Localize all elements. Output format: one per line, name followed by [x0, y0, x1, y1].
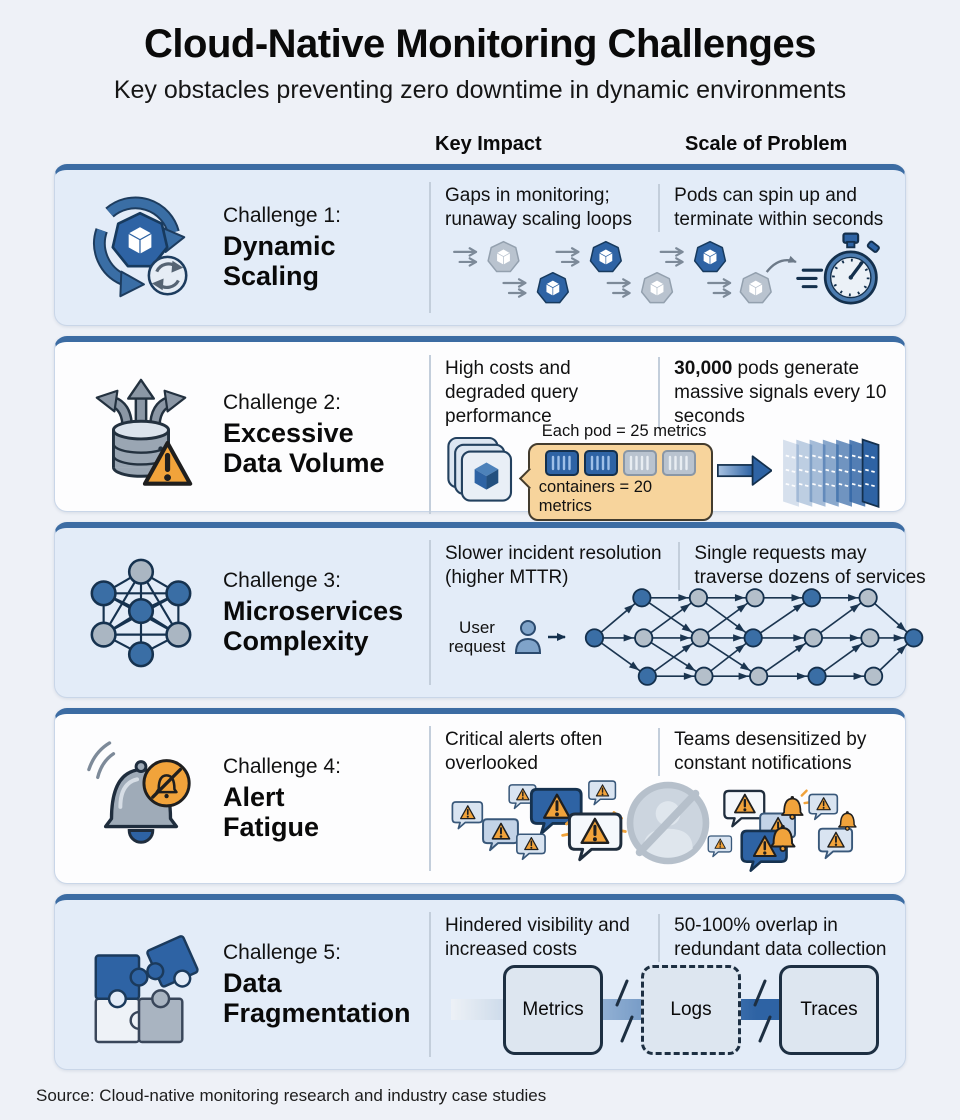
page-title: Cloud-Native Monitoring Challenges: [144, 22, 816, 66]
data-sheets-fan-icon: [776, 427, 891, 515]
challenge-label: Challenge 5:: [223, 940, 341, 964]
challenge-name: Microservices Complexity: [223, 595, 404, 656]
service-graph-icon: [575, 585, 935, 689]
challenge-title-block: [217, 569, 429, 656]
scale-text: 50-100% overlap in redundant data collection: [658, 914, 891, 962]
challenge-content: [429, 912, 891, 1056]
challenge-label: Challenge 1:: [223, 203, 341, 227]
container-icons: [545, 450, 696, 476]
challenge-name: Excessive Data Volume: [223, 417, 385, 478]
challenge-card-excessive-data-volume: [54, 336, 906, 515]
pipeline-box-traces: Traces: [779, 965, 879, 1055]
dynamic-scaling-illustration: [445, 232, 891, 314]
break-slash-icon: [749, 975, 775, 1047]
service-mesh-graph-icon: [65, 554, 217, 672]
pipeline-box-metrics: Metrics: [503, 965, 603, 1055]
alert-noise-illustration: [445, 776, 891, 871]
flow-arrow-icon: [717, 450, 773, 492]
impact-text: High costs and degraded query performance: [445, 357, 579, 427]
impact-text: Gaps in monitoring; runaway scaling loops: [445, 184, 632, 230]
challenge-content: [429, 540, 935, 684]
muted-bell-icon: [65, 740, 217, 858]
challenge-title-block: [217, 204, 429, 291]
challenge-content: [429, 182, 891, 314]
impact-text: Hindered visibility and increased costs: [445, 915, 630, 961]
challenge-card-dynamic-scaling: [54, 164, 906, 326]
challenge-label: Challenge 3:: [223, 568, 341, 592]
challenge-title-block: [217, 755, 429, 842]
challenge-name: Alert Fatigue: [223, 781, 320, 842]
data-volume-illustration: [445, 421, 891, 515]
challenge-title-block: [217, 941, 429, 1028]
metrics-callout: [528, 422, 713, 521]
challenge-title-block: [217, 391, 429, 478]
challenge-content: [429, 355, 891, 514]
challenge-name: Data Fragmentation: [223, 967, 411, 1028]
column-headers: [0, 133, 960, 159]
scale-text: 30,000 pods generate massive signals every 10 seconds: [658, 357, 891, 429]
source-note: Source: Cloud-native monitoring research and industry case studies: [36, 1086, 547, 1105]
callout-tail: [519, 468, 540, 489]
challenge-content: [429, 726, 891, 870]
challenge-label: Challenge 4:: [223, 754, 341, 778]
challenge-card-microservices-complexity: [54, 522, 926, 698]
impact-text: Critical alerts often overlooked: [445, 729, 603, 775]
scaling-loop-pod-icon: [65, 189, 217, 307]
callout-bottom-label: containers = 20 metrics: [538, 477, 653, 515]
pipeline-box-logs: Logs: [641, 965, 741, 1055]
request-trace-illustration: [445, 590, 935, 685]
user-request-label: User request: [448, 617, 506, 657]
scale-text: Pods can spin up and terminate within seconds: [658, 184, 891, 232]
request-arrow-icon: [547, 630, 571, 644]
challenge-name: Dynamic Scaling: [223, 230, 336, 291]
user-person-icon: [513, 619, 543, 655]
impact-text: Slower incident resolution (higher MTTR): [445, 543, 662, 589]
callout-box: [528, 443, 713, 521]
fragmentation-illustration: [445, 962, 891, 1057]
column-header-key-impact: Key Impact: [435, 133, 542, 155]
challenge-card-alert-fatigue: [54, 708, 906, 884]
scale-text: Teams desensitized by constant notifications: [658, 728, 891, 776]
scale-text: Single requests may traverse dozens of services: [678, 542, 935, 590]
challenge-label: Challenge 2:: [223, 390, 341, 414]
break-slash-icon: [611, 975, 637, 1047]
callout-top-label: Each pod = 25 metrics: [541, 421, 707, 440]
page-subtitle: Key obstacles preventing zero downtime in dynamic environments: [113, 76, 847, 104]
column-header-scale-of-problem: Scale of Problem: [685, 133, 848, 155]
database-overflow-warning-icon: [65, 375, 217, 493]
puzzle-pieces-icon: [65, 926, 217, 1044]
pod-stack-icon: [445, 432, 518, 510]
challenge-card-data-fragmentation: [54, 894, 906, 1070]
